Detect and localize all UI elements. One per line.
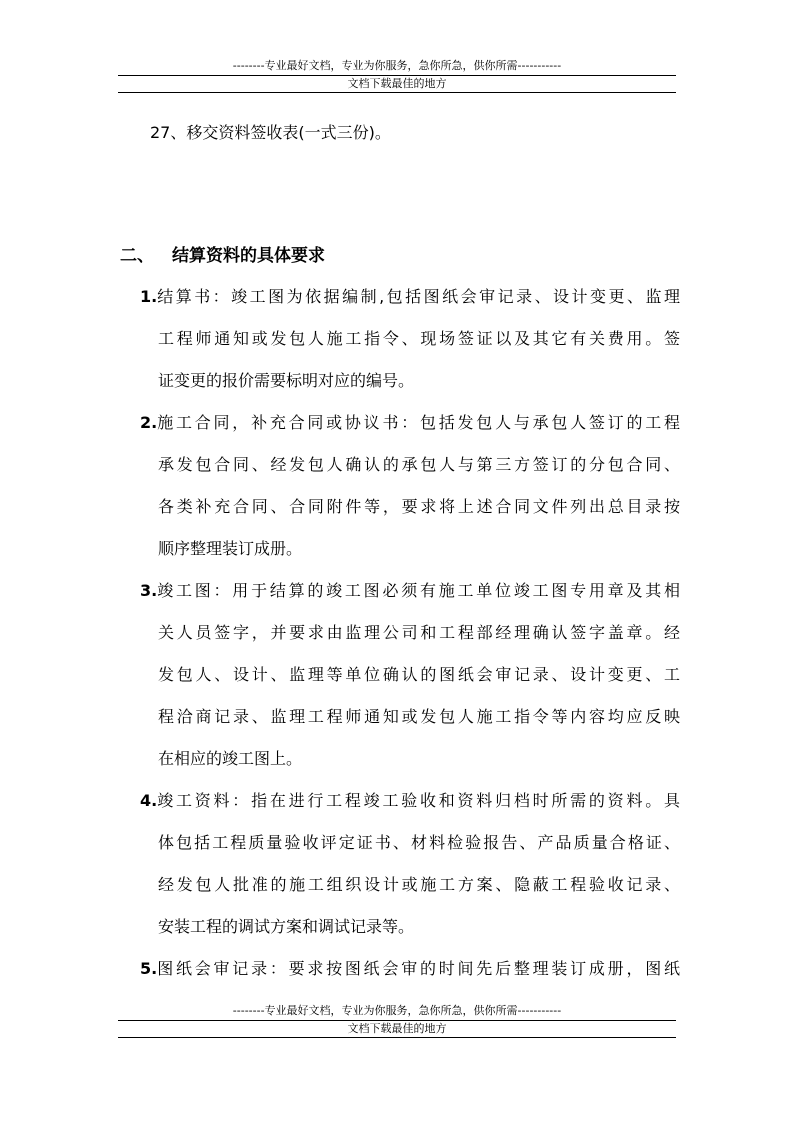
list-item-line	[140, 872, 680, 914]
list-item-line	[140, 830, 680, 872]
footer-rule-thin	[118, 1037, 676, 1038]
list-item-text: 施工合同，补充合同或协议书：包括发包人与承包人签订的工程	[157, 413, 680, 432]
list-item-number: 4.	[140, 791, 158, 810]
list-item-text: 工程师通知或发包人施工指令、现场签证以及其它有关费用。签	[158, 329, 680, 348]
list-item-text: 竣工图：用于结算的竣工图必须有施工单位竣工图专用章及其相	[157, 581, 680, 600]
list-item-text: 体包括工程质量验收评定证书、材料检验报告、产品质量合格证、	[158, 833, 680, 852]
list-item-text: 安装工程的调试方案和调试记录等。	[158, 917, 415, 936]
section-number: 二、	[120, 246, 154, 266]
header-subtitle: 文档下载最佳的地方	[347, 77, 447, 90]
list-item-line	[140, 368, 680, 410]
list-item-text: 程洽商记录、监理工程师通知或发包人施工指令等内容均应反映	[158, 707, 680, 726]
list-item-text: 承发包合同、经发包人确认的承包人与第三方签订的分包合同、	[158, 455, 680, 474]
list-item-line	[140, 662, 680, 704]
list-item-line	[140, 536, 680, 578]
list-item-text: 各类补充合同、合同附件等，要求将上述合同文件列出总目录按	[158, 497, 680, 516]
list-item	[140, 578, 680, 788]
footer-slogan: --------专业最好文档，专业为你服务，急你所急，供你所需-----------	[232, 1004, 562, 1017]
list-item	[140, 410, 680, 578]
header-slogan: --------专业最好文档，专业为你服务，急你所急，供你所需-----------	[232, 59, 562, 72]
list-item-line	[140, 746, 680, 788]
list-item-line	[140, 704, 680, 746]
list-item-line	[140, 956, 680, 998]
list-item-line	[140, 914, 680, 956]
list-item-number: 5.	[140, 959, 158, 978]
list-item-text: 关人员签字，并要求由监理公司和工程部经理确认签字盖章。经	[158, 623, 680, 642]
list-item-number: 2.	[140, 413, 158, 432]
list-item-line	[140, 326, 680, 368]
list-item-text: 竣工资料：指在进行工程竣工验收和资料归档时所需的资料。具	[157, 791, 680, 810]
list-item-text: 在相应的竣工图上。	[158, 749, 303, 768]
list-item	[140, 284, 680, 410]
list-item-text: 证变更的报价需要标明对应的编号。	[158, 371, 415, 390]
page-footer	[118, 1002, 676, 1038]
list-item-line	[140, 452, 680, 494]
list-item-text: 顺序整理装订成册。	[158, 539, 303, 558]
list-item-text: 经发包人批准的施工组织设计或施工方案、隐蔽工程验收记录、	[158, 875, 680, 894]
page-header	[118, 57, 676, 93]
list-item-27: 27、移交资料签收表(一式三份)。	[150, 123, 391, 142]
list-item-number: 3.	[140, 581, 158, 600]
header-rule-thin	[118, 92, 676, 93]
list-item-line	[140, 494, 680, 536]
list-item-text: 结算书：竣工图为依据编制,包括图纸会审记录、设计变更、监理	[157, 287, 680, 306]
list-item-line	[140, 788, 680, 830]
list-item-line	[140, 284, 680, 326]
list-item-text: 图纸会审记录：要求按图纸会审的时间先后整理装订成册，图纸	[157, 959, 680, 978]
list-item-line	[140, 620, 680, 662]
list-item-number: 1.	[140, 287, 158, 306]
list-item-line	[140, 578, 680, 620]
list-item	[140, 788, 680, 956]
list-item-line	[140, 410, 680, 452]
list-item	[140, 956, 680, 998]
list-item-text: 发包人、设计、监理等单位确认的图纸会审记录、设计变更、工	[158, 665, 680, 684]
section-title: 结算资料的具体要求	[172, 246, 325, 266]
footer-subtitle: 文档下载最佳的地方	[347, 1022, 447, 1035]
section-heading	[120, 242, 325, 270]
